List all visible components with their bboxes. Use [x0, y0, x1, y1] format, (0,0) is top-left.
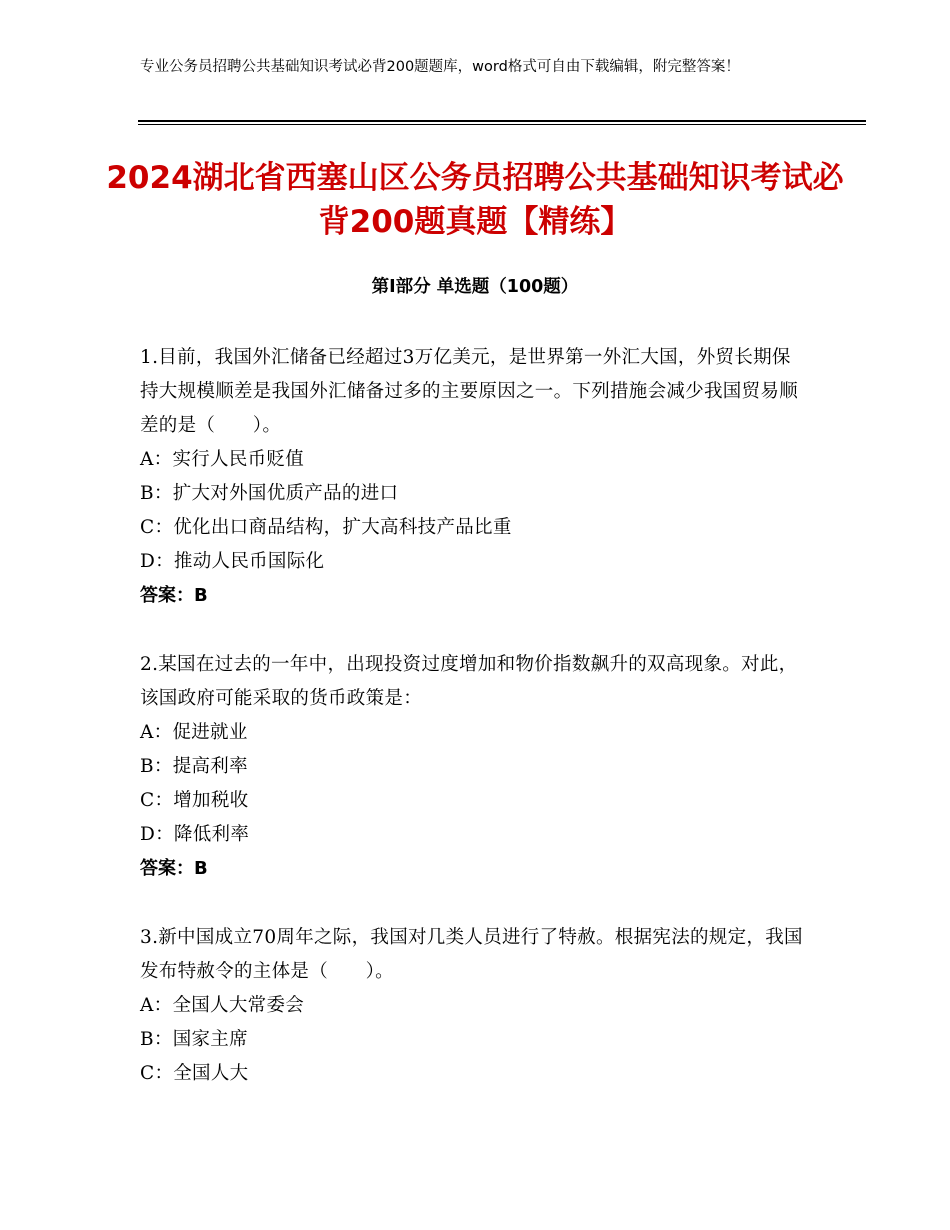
option-d: D：推动人民币国际化 — [140, 551, 325, 572]
option-c: C：全国人大 — [140, 1063, 249, 1084]
option-a: A：促进就业 — [140, 722, 248, 743]
option-c: C：增加税收 — [140, 790, 249, 811]
header-rule-thin — [138, 124, 866, 125]
question-text: 3.新中国成立70周年之际，我国对几类人员进行了特赦。根据宪法的规定，我国发布特赦令的主体是（ ）。 — [140, 927, 803, 982]
option-a: A：实行人民币贬值 — [140, 449, 305, 470]
option-c: C：优化出口商品结构，扩大高科技产品比重 — [140, 517, 512, 538]
answer: 答案：B — [140, 858, 208, 879]
answer: 答案：B — [140, 585, 208, 606]
section-heading: 第Ⅰ部分 单选题（100题） — [371, 277, 579, 297]
question-text: 2.某国在过去的一年中，出现投资过度增加和物价指数飙升的双高现象。对此，该国政府可能采取的货币政策是： — [140, 654, 798, 709]
header-note: 专业公务员招聘公共基础知识考试必背200题题库，word格式可自由下载编辑，附完整答案！ — [140, 59, 740, 75]
option-a: A：全国人大常委会 — [140, 995, 305, 1016]
question-2 — [140, 648, 808, 886]
document-title: 2024湖北省西塞山区公务员招聘公共基础知识考试必背200题真题【精练】 — [106, 160, 844, 240]
option-d: D：降低利率 — [140, 824, 250, 845]
header-rule-thick — [138, 120, 866, 122]
option-b: B：扩大对外国优质产品的进口 — [140, 483, 399, 504]
question-1 — [140, 341, 808, 613]
option-b: B：提高利率 — [140, 756, 248, 777]
option-b: B：国家主席 — [140, 1029, 248, 1050]
question-3 — [140, 921, 808, 1091]
question-text: 1.目前，我国外汇储备已经超过3万亿美元，是世界第一外汇大国，外贸长期保持大规模顺差是我国外汇储备过多的主要原因之一。下列措施会减少我国贸易顺差的是（ ）。 — [140, 347, 799, 436]
